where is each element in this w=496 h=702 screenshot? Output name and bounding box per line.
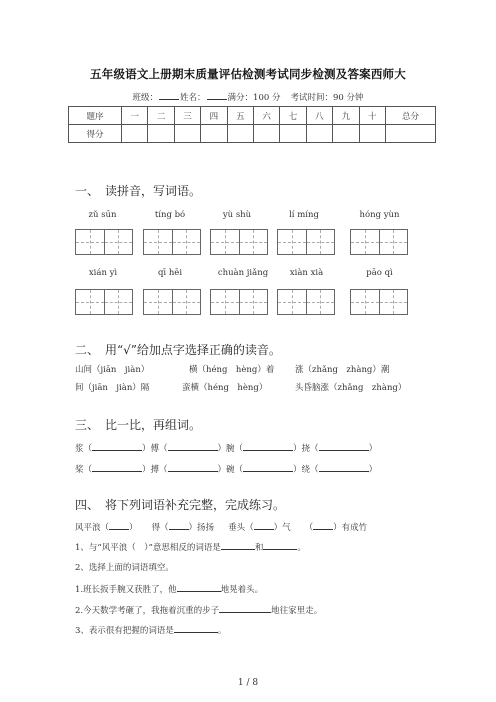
writing-grid[interactable] [350, 289, 408, 315]
reading-choice-line-1 [75, 363, 389, 375]
answer-blank[interactable] [243, 462, 293, 472]
score-cell[interactable] [122, 125, 148, 143]
answer-blank[interactable] [92, 462, 142, 472]
pinyin-label: xián yì [88, 268, 118, 278]
choice-item[interactable]: 山间（jiān jiàn） [75, 365, 150, 375]
idiom-line [75, 520, 367, 533]
section-text: 比一比，再组词。 [105, 418, 202, 432]
class-blank [159, 91, 179, 100]
score-cell[interactable] [306, 125, 332, 143]
text-segment: 地晃着头。 [220, 585, 264, 595]
text-segment: 。 [297, 543, 306, 553]
word-compare-line-2 [75, 462, 377, 475]
table-cell: 得分 [69, 125, 122, 143]
class-label: 班级： [132, 93, 159, 103]
text-segment: ） [129, 523, 138, 533]
answer-blank[interactable] [263, 540, 297, 550]
text-segment: ）腕（ [217, 444, 244, 454]
text-segment: 1.班长扳手腕又获胜了，他 [75, 585, 177, 595]
text-segment: 垂头（ [228, 523, 254, 533]
table-cell: 题序 [69, 107, 122, 125]
writing-grid[interactable] [210, 229, 268, 255]
text-segment: 风平浪（ [75, 523, 110, 533]
table-cell: 总分 [385, 107, 435, 125]
pinyin-label: hóng yùn [359, 210, 400, 220]
exam-meta [0, 91, 496, 103]
pinyin-label: xiàn xià [289, 268, 324, 278]
answer-blank[interactable] [319, 441, 369, 451]
writing-grid[interactable] [277, 289, 335, 315]
table-cell: 一 [122, 107, 148, 125]
answer-blank[interactable] [177, 582, 221, 592]
question-2-1 [75, 582, 263, 595]
score-cell[interactable] [227, 125, 253, 143]
score-cell[interactable] [385, 125, 435, 143]
pinyin-label: qī hēi [157, 268, 183, 278]
table-cell: 九 [333, 107, 359, 125]
section-2-title [75, 341, 281, 358]
writing-grid[interactable] [75, 289, 133, 315]
pinyin-label: lí míng [289, 210, 319, 220]
text-segment: ）挠（ [293, 444, 319, 454]
text-segment: 1、与“风平浪（ ）”意思相反的词语是 [75, 543, 221, 553]
section-number: 二、 [75, 343, 100, 357]
choice-item[interactable]: 间（jiān jiàn）隔 [75, 383, 150, 393]
score-cell[interactable] [253, 125, 279, 143]
section-text: 读拼音，写词语。 [105, 184, 202, 198]
choice-item[interactable]: 横（héng hèng）着 [189, 365, 275, 375]
choice-item[interactable]: 头昏脑涨（zhǎng zhàng） [295, 383, 407, 393]
pinyin-label: pāo qì [366, 268, 393, 278]
answer-blank[interactable] [313, 520, 333, 530]
full-score: 满分：100 分 [227, 93, 281, 103]
text-segment: ）扬扬 [188, 523, 215, 533]
question-2: 2、选择上面的词语填空。 [75, 563, 174, 573]
score-table [68, 106, 436, 143]
answer-blank[interactable] [174, 623, 218, 633]
section-number: 一、 [75, 184, 100, 198]
question-2-2 [75, 603, 322, 616]
text-segment: 得（ [151, 523, 169, 533]
score-cell[interactable] [201, 125, 227, 143]
score-cell[interactable] [148, 125, 174, 143]
choice-item[interactable]: 蛮横（héng hèng） [182, 383, 268, 393]
answer-blank[interactable] [168, 462, 218, 472]
writing-grid[interactable] [143, 289, 201, 315]
score-cell[interactable] [174, 125, 200, 143]
text-segment: ）碗（ [217, 465, 244, 475]
choice-item[interactable]: 涨（zhǎng zhàng）潮 [295, 365, 390, 375]
table-cell: 三 [174, 107, 200, 125]
score-table-score-row [69, 125, 436, 143]
writing-grid[interactable] [75, 229, 133, 255]
section-text: 将下列词语补充完整，完成练习。 [105, 498, 286, 512]
exam-time: 考试时间：90 分钟 [290, 93, 364, 103]
name-blank [207, 91, 227, 100]
text-segment: ）搏（ [142, 465, 168, 475]
document-title: 五年级语文上册期末质量评估检测考试同步检测及答案西师大 [90, 67, 406, 81]
writing-grid[interactable] [350, 229, 408, 255]
section-number: 四、 [75, 498, 100, 512]
text-segment: ）傅（ [142, 444, 168, 454]
section-4-title [75, 496, 285, 513]
table-cell: 四 [201, 107, 227, 125]
page-number: 1 / 8 [237, 678, 259, 688]
text-segment: （ [304, 523, 314, 533]
answer-blank[interactable] [169, 520, 189, 530]
table-cell: 五 [227, 107, 253, 125]
text-segment: 桨（ [75, 465, 93, 475]
text-segment: ）气 [273, 523, 291, 533]
name-label: 姓名： [180, 93, 206, 103]
text-segment: 地往家里走。 [271, 606, 323, 616]
pinyin-label: chuàn jiǎng [217, 268, 269, 278]
table-cell: 二 [148, 107, 174, 125]
question-3 [75, 623, 226, 636]
table-cell: 七 [280, 107, 306, 125]
answer-blank[interactable] [243, 441, 293, 451]
answer-blank[interactable] [319, 462, 369, 472]
text-segment: 3、表示很有把握的词语是 [75, 626, 174, 636]
writing-grid[interactable] [143, 229, 201, 255]
writing-grid[interactable] [210, 289, 268, 315]
section-3-title [75, 416, 201, 433]
table-cell: 六 [253, 107, 279, 125]
question-1 [75, 540, 306, 553]
text-segment: ） [368, 444, 378, 454]
text-segment: ）有成竹 [333, 523, 368, 533]
section-text: 用“√”给加点字选择正确的读音。 [105, 343, 281, 357]
answer-blank[interactable] [254, 520, 274, 530]
text-segment: ）绕（ [293, 465, 319, 475]
table-cell: 八 [306, 107, 332, 125]
reading-choice-line-2 [75, 381, 406, 393]
answer-blank[interactable] [168, 441, 218, 451]
pinyin-label: yù shù [222, 210, 252, 220]
section-number: 三、 [75, 418, 100, 432]
pinyin-label: tíng bó [154, 210, 186, 220]
score-cell[interactable] [333, 125, 359, 143]
answer-blank[interactable] [221, 540, 255, 550]
text-segment: 和 [254, 543, 264, 553]
word-compare-line-1 [75, 441, 377, 454]
answer-blank[interactable] [109, 520, 129, 530]
text-segment: 2.今天数学考砸了，我拖着沉重的步子 [75, 606, 220, 616]
text-segment: ） [368, 465, 378, 475]
score-cell[interactable] [280, 125, 306, 143]
writing-grid[interactable] [277, 229, 335, 255]
section-1-title [75, 182, 201, 199]
table-cell: 十 [359, 107, 385, 125]
score-cell[interactable] [359, 125, 385, 143]
pinyin-label: zǔ sūn [88, 210, 117, 220]
text-segment: 。 [217, 626, 227, 636]
text-segment: 浆（ [75, 444, 93, 454]
score-table-header-row [69, 107, 436, 125]
answer-blank[interactable] [92, 441, 142, 451]
answer-blank[interactable] [219, 603, 271, 613]
